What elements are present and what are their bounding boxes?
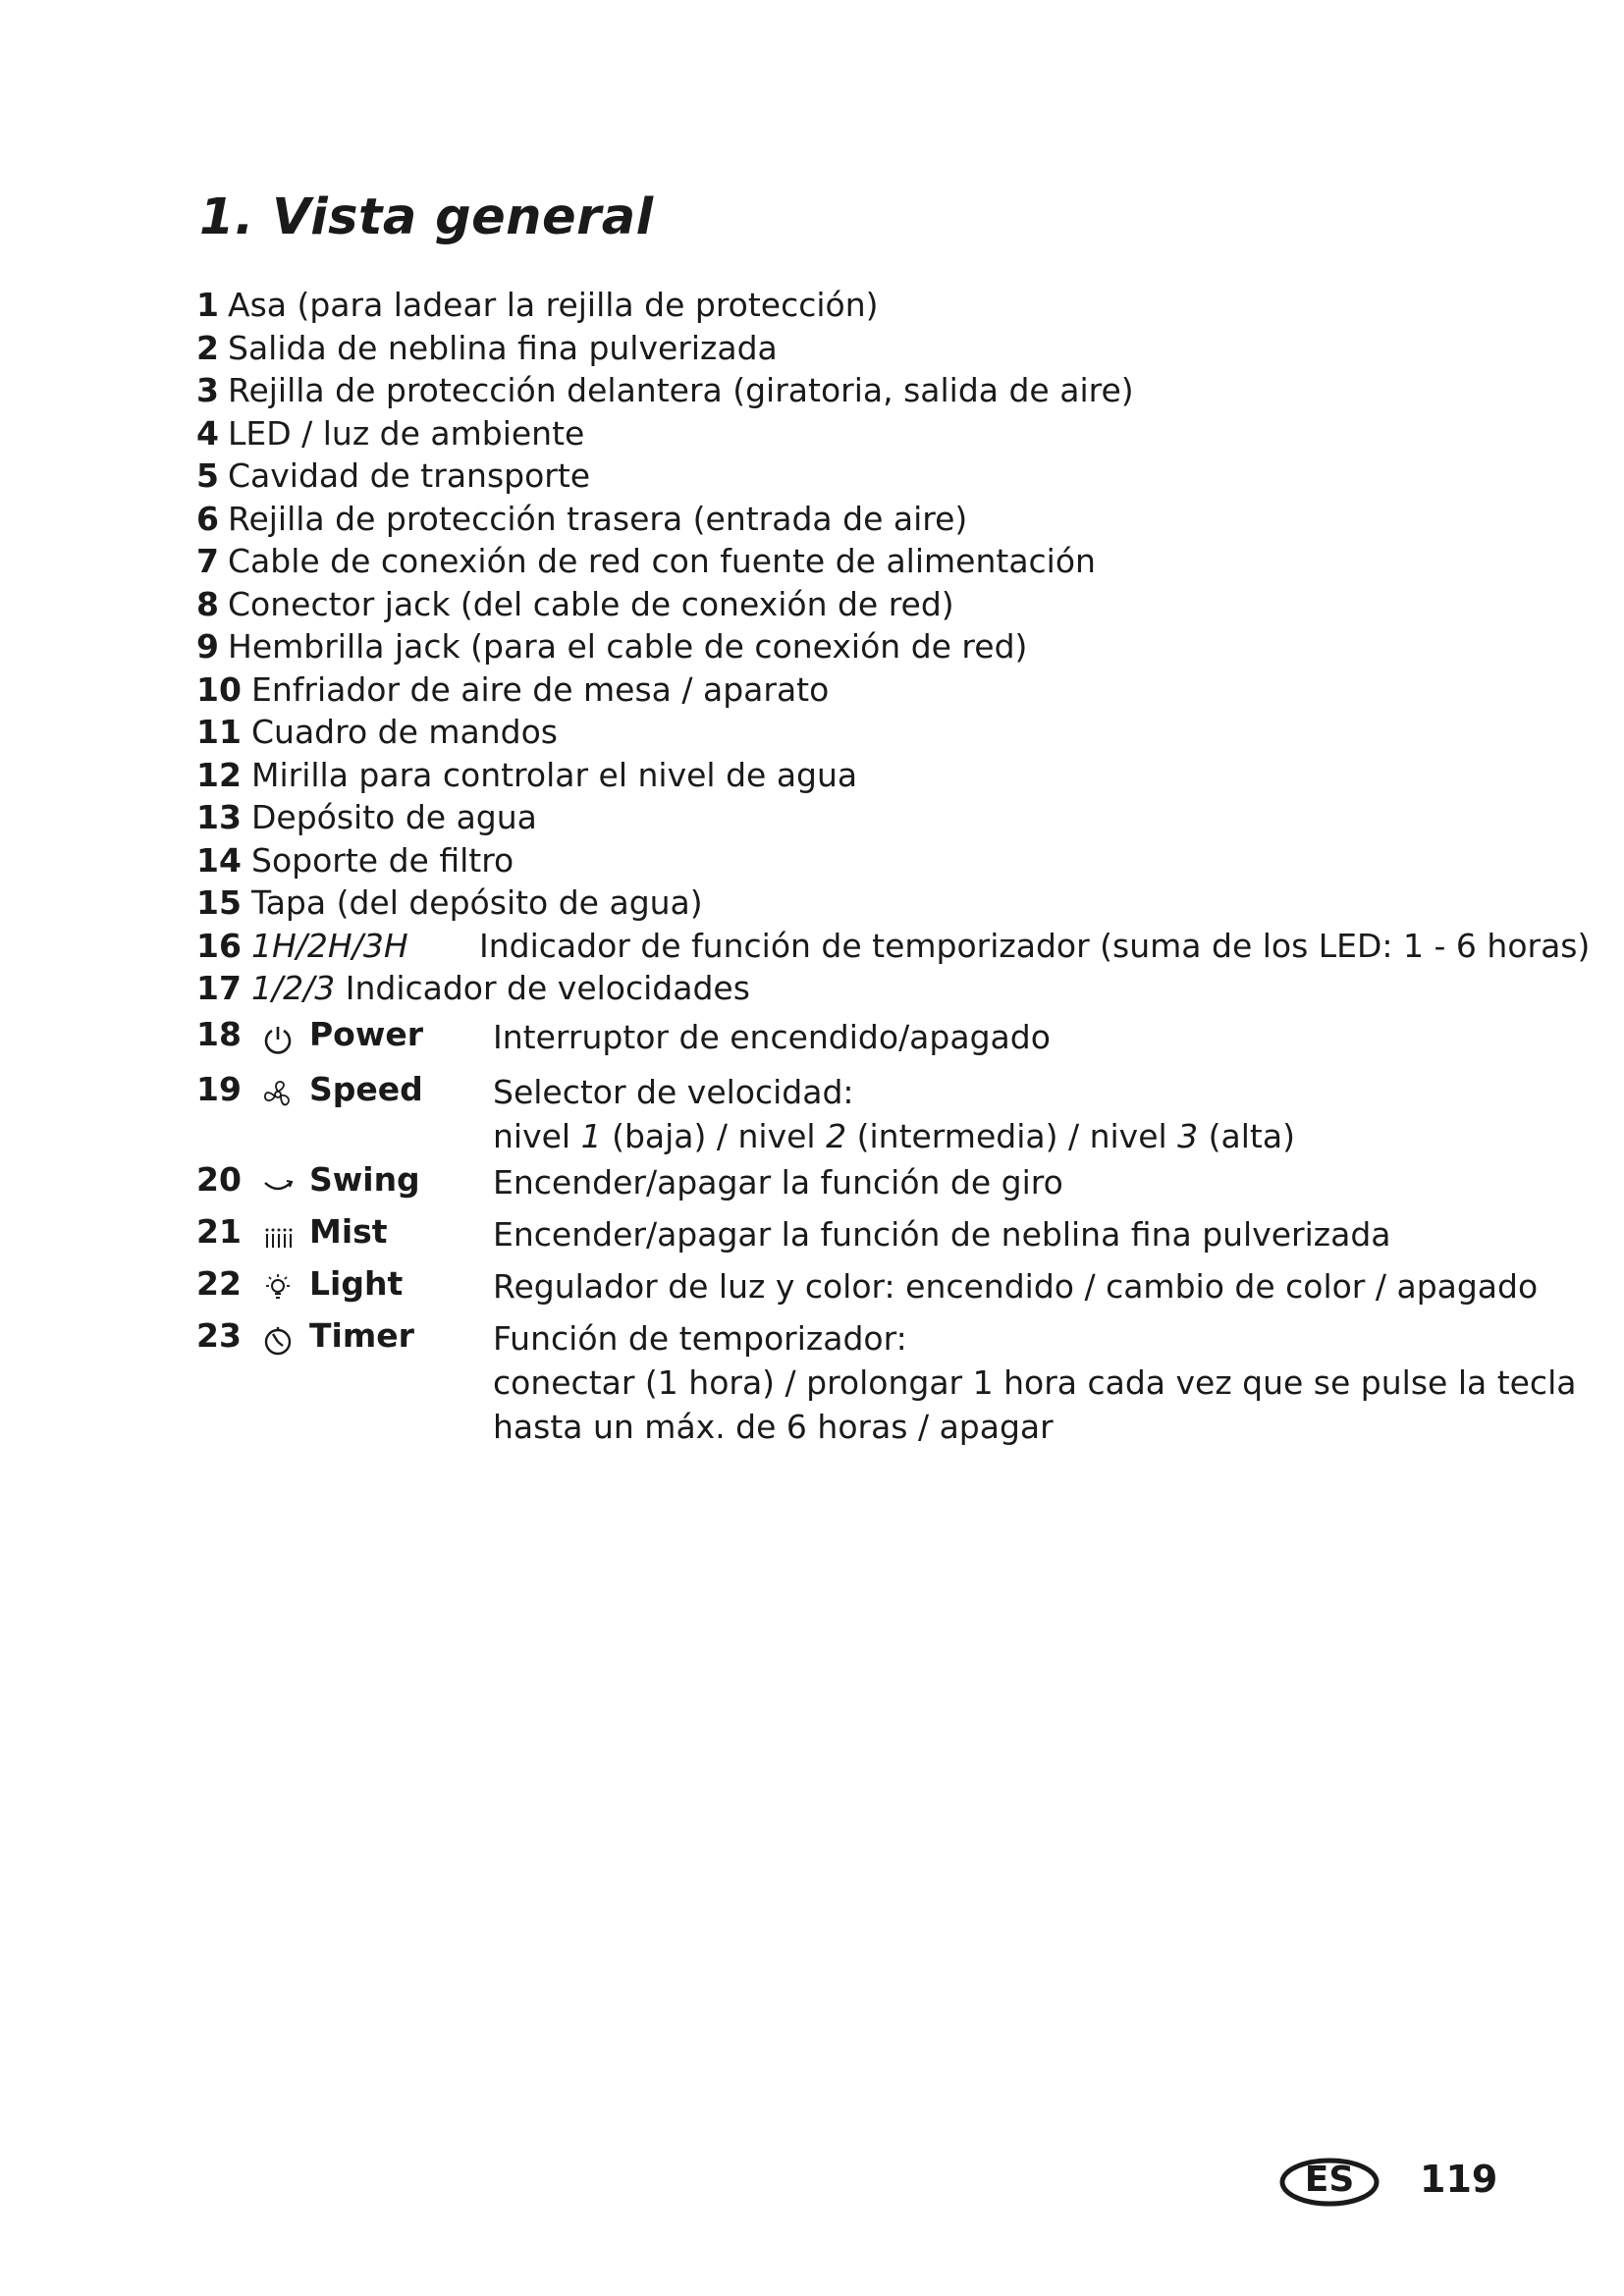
page-number: 119 [1420, 2158, 1498, 2201]
item-number: 16 [196, 926, 242, 965]
list-item [196, 625, 1502, 668]
item-number: 3 [196, 371, 219, 409]
light-bulb-icon [261, 1272, 295, 1306]
list-item [196, 796, 1502, 839]
item-text: Enfriador de aire de mesa / aparato [251, 669, 830, 709]
list-item [196, 839, 1502, 882]
page-title: 1. Vista general [199, 188, 654, 246]
list-item [196, 754, 1502, 797]
level-3-desc: (alta) [1208, 1117, 1295, 1155]
item-number: 22 [196, 1264, 242, 1303]
item-number: 18 [196, 1015, 242, 1053]
timer-icon [261, 1324, 295, 1358]
item-number: 10 [196, 669, 242, 709]
item-text: Indicador de velocidades [345, 969, 750, 1007]
item-number: 12 [196, 755, 242, 794]
item-text: Cavidad de transporte [228, 456, 591, 495]
item-text: Salida de neblina fina pulverizada [228, 328, 778, 367]
item-number: 15 [196, 883, 242, 922]
item-number: 21 [196, 1212, 242, 1251]
item-text: Soporte de filtro [251, 840, 514, 880]
description-line [493, 1114, 1295, 1158]
item-text: Mirilla para controlar el nivel de agua [251, 755, 858, 794]
control-description [493, 1212, 1391, 1256]
description-line: Interruptor de encendido/apagado [493, 1018, 1051, 1056]
list-item [196, 711, 1502, 754]
list-item-speed-indicator [196, 967, 1502, 1010]
item-number: 17 [196, 969, 242, 1007]
control-description [493, 1070, 1295, 1158]
item-text: Indicador de función de temporizador (suma de los LED: 1 - 6 horas) [479, 926, 1591, 965]
item-text: Depósito de agua [251, 798, 537, 836]
item-text: LED / luz de ambiente [228, 413, 585, 453]
text-nivel: nivel [737, 1117, 816, 1155]
list-item [196, 668, 1502, 712]
control-description [493, 1160, 1063, 1204]
item-number: 19 [196, 1070, 242, 1108]
control-description [493, 1264, 1538, 1308]
level-2-desc: (intermedia) / [856, 1117, 1080, 1155]
text-nivel: nivel [493, 1117, 571, 1155]
description-line: hasta un máx. de 6 horas / apagar [493, 1408, 1054, 1446]
description-line: Regulador de luz y color: encendido / cambio de color / apagado [493, 1267, 1539, 1306]
item-number: 14 [196, 840, 242, 880]
item-number: 4 [196, 413, 219, 453]
list-item [196, 498, 1502, 541]
control-description [493, 1316, 1576, 1449]
list-item [196, 540, 1502, 583]
list-item [196, 583, 1502, 626]
item-number: 23 [196, 1316, 242, 1355]
item-text: Tapa (del depósito de agua) [251, 883, 703, 922]
parts-list [196, 284, 1591, 1010]
level-1-desc: (baja) / [612, 1117, 729, 1155]
control-name: Power [309, 1015, 423, 1053]
list-item [196, 881, 1502, 925]
item-number: 1 [196, 286, 219, 324]
mist-icon [261, 1220, 295, 1254]
list-item [196, 284, 1502, 327]
description-line: Encender/apagar la función de giro [493, 1163, 1063, 1201]
list-item [196, 412, 1502, 455]
item-label: 1/2/3 [251, 969, 336, 1007]
description-line: Encender/apagar la función de neblina fina pulverizada [493, 1215, 1391, 1254]
item-number: 2 [196, 328, 219, 367]
list-item [196, 369, 1502, 412]
description-line: Selector de velocidad: [493, 1073, 854, 1111]
level-1: 1 [580, 1117, 602, 1155]
item-text: Conector jack (del cable de conexión de red) [228, 584, 954, 623]
item-text: Cuadro de mandos [251, 713, 559, 751]
item-number: 13 [196, 798, 242, 836]
item-text: Cable de conexión de red con fuente de alimentación [228, 542, 1096, 580]
level-3: 3 [1177, 1117, 1199, 1155]
control-name: Swing [309, 1160, 420, 1199]
item-text: Rejilla de protección delantera (giratoria, salida de aire) [228, 371, 1134, 409]
language-badge [1278, 2156, 1386, 2209]
item-number: 7 [196, 542, 219, 580]
control-name: Mist [309, 1212, 388, 1251]
item-number: 8 [196, 584, 219, 623]
control-description [493, 1015, 1051, 1059]
swing-icon [261, 1168, 295, 1201]
description-line: conectar (1 hora) / prolongar 1 hora cada vez que se pulse la tecla [493, 1363, 1577, 1402]
item-number: 9 [196, 627, 219, 666]
item-number: 6 [196, 499, 219, 538]
text-nivel: nivel [1089, 1117, 1167, 1155]
item-number: 11 [196, 713, 242, 751]
control-name: Speed [309, 1070, 423, 1108]
item-number: 20 [196, 1160, 242, 1199]
description-line: Función de temporizador: [493, 1319, 907, 1358]
item-text: Asa (para ladear la rejilla de protección) [228, 286, 879, 324]
item-text: Hembrilla jack (para el cable de conexión de red) [228, 627, 1028, 666]
list-item-timer-indicator [196, 925, 1591, 968]
control-name: Light [309, 1264, 404, 1303]
control-name: Timer [309, 1316, 414, 1355]
item-label: 1H/2H/3H [251, 926, 408, 965]
fan-icon [261, 1078, 295, 1111]
power-icon [261, 1023, 295, 1056]
level-2: 2 [826, 1117, 847, 1155]
list-item [196, 327, 1502, 370]
language-code: ES [1304, 2160, 1355, 2200]
list-item [196, 454, 1502, 498]
item-text: Rejilla de protección trasera (entrada de aire) [228, 499, 968, 538]
item-number: 5 [196, 456, 219, 495]
